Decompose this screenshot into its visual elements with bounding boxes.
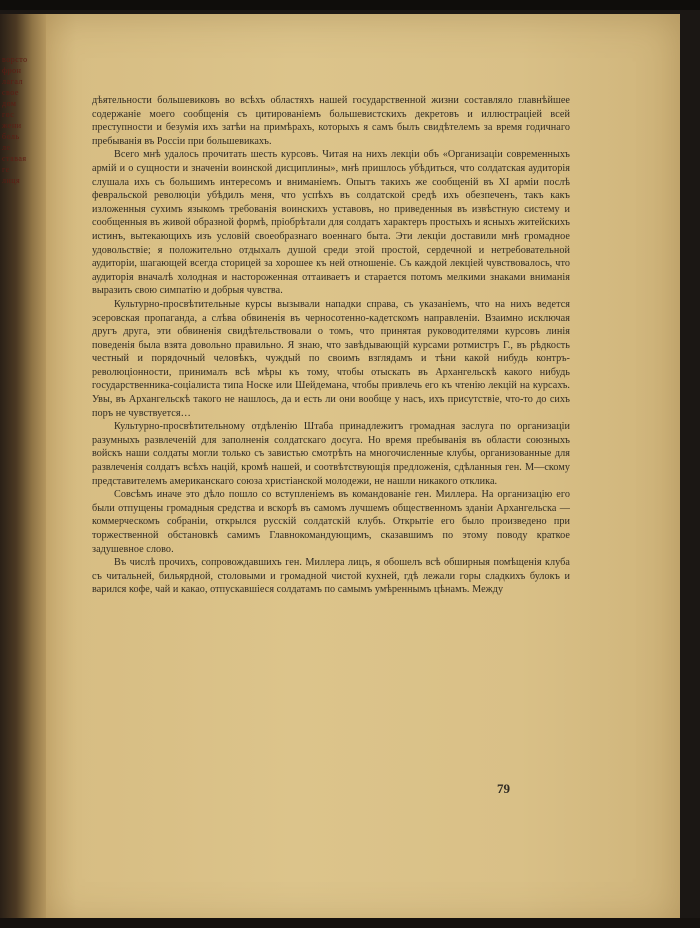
facing-page-edge: [0, 14, 46, 928]
facing-page-line: гос: [2, 110, 15, 119]
facing-page-text: [2, 54, 42, 224]
paragraph: Совсѣмъ иначе это дѣло пошло со вступленіемъ въ командованіе ген. Миллера. На организацію его были отпущены громадныя средства и вскорѣ въ самомъ лучшемъ общественномъ зданіи Архангельска — коммерческомъ собраніи, открылся русскій солдатскій клубъ. Открытіе его было произведено при торжественной обстановкѣ самимъ Главнокомандующимъ, сказавшимъ по этому поводу краткое задушевное слово.: [92, 489, 570, 555]
facing-page-line: лагал: [2, 77, 23, 86]
facing-page-line: свое: [2, 88, 19, 97]
paragraph: дѣятельности большевиковъ во всѣхъ областяхъ нашей государственной жизни составляло главнѣйшее содержаніе моего сообщенія съ цитированіемъ большевистскихъ декретовъ и иллюстраціей всей преступности и безумія ихъ затѣи на примѣрахъ, которыхъ я самъ былъ свидѣтелемъ за время годичнаго пребыванія въ Россіи при большевикахъ.: [92, 95, 570, 147]
bottom-background-band: [0, 918, 700, 928]
facing-page-line: дом: [2, 99, 17, 108]
facing-page-line: жени: [2, 121, 22, 130]
paragraph: Культурно-просвѣтительные курсы вызывали нападки справа, съ указаніемъ, что на нихъ ведется эсеровская пропаганда, а слѣва обвиненія въ черносотенно-кадетскомъ направленіи. Взаимно исключая другъ друга, эти обвиненія свидѣтельствовали о томъ, что принятая руководителями курсовъ линія поведенія была взята довольно правильно. Я знаю, что завѣдывающій курсами ротмистръ Г., въ рѣдкость честный и порядочный человѣкъ, чуждый по своимъ взглядамъ и тѣни какой нибудь контръ-революціонности, принималъ всѣ мѣры къ тому, чтобы отыскать въ Архангельскѣ какого нибудь государственника-соціалиста типа Носке или Шейдемана, чтобы привлечь его къ чтенію лекцій на курсахъ. Увы, въ Архангельскѣ такого не нашлось, да и есть ли они вообще у насъ, ихъ присутствіе, что-то до сихъ поръ не чувствуется…: [92, 298, 570, 419]
facing-page-line: ворсто: [2, 55, 28, 64]
facing-page-line: лиця: [2, 176, 21, 185]
paragraph: Культурно-просвѣтительному отдѣленію Штаба принадлежитъ громадная заслуга по организаціи разумныхъ развлеченій для заполненія солдатскаго досуга. Но время пребыванія въ области союзныхъ войскъ наши солдаты могли только съ завистью смотрѣть на многочисленные клубы, организованные для развлеченія солдатъ всѣхъ націй, кромѣ нашей, и соотвѣтствующія предложенія, сдѣланныя ген. М—скому представителемъ американскаго союза христіанской молодежи, не нашли никакого отклика.: [92, 421, 570, 487]
facing-page-line: ле: [2, 143, 11, 152]
paragraph: Въ числѣ прочихъ, сопровождавшихъ ген. Миллера лицъ, я обошелъ всѣ обширныя помѣщенія клуба съ читальней, бильярдной, столовыми и громадной чистой кухней, гдѣ лежали горы сладкихъ булокъ и варился кофе, чай и какао, отпускавшіеся солдатамъ по самымъ умѣреннымъ цѣнамъ. Между: [92, 557, 570, 596]
facing-page-line: ге: [2, 165, 10, 174]
page-number: 79: [497, 781, 510, 796]
facing-page-line: ставая: [2, 154, 27, 163]
top-background-band: [0, 0, 700, 10]
facing-page-line: боль: [2, 132, 20, 141]
body-text: [92, 94, 570, 597]
paragraph: Всего мнѣ удалось прочитать шесть курсовъ. Читая на нихъ лекціи объ «Организаціи современныхъ армій и о сущности и значеніи воинской дисциплины», мнѣ пришлось убѣдиться, что солдатская аудиторія слушала ихъ съ большимъ интересомъ и вниманіемъ. Опытъ такихъ же сообщеній въ XI арміи послѣ февральской революціи убѣдилъ меня, что успѣхъ въ солдатской средѣ ихъ обезпеченъ, такъ какъ изложенныя сухимъ языкомъ требованія воинскихъ уставовъ, но приведенныя въ извѣстную систему и сообщенныя въ живой образной формѣ, пріобрѣтали для солдатъ характеръ простыхъ и ясныхъ житейскихъ истинъ, вытекающихъ изъ условій своеобразнаго военнаго быта. Эти лекціи доставили мнѣ громадное удовольствіе; я положительно отдыхалъ душой среди этой простой, сердечной и нетребовательной аудиторіи, шагающей всегда сторицей за хорошее къ ней отношеніе. Съ каждой лекціей чувствовалось, что аудиторія вначалѣ холодная и настороженная оттаиваетъ и старается потомъ мелкими знаками вниманія выразить свою симпатію и добрыя чувства.: [92, 149, 570, 297]
facing-page-line: фрон: [2, 66, 22, 75]
